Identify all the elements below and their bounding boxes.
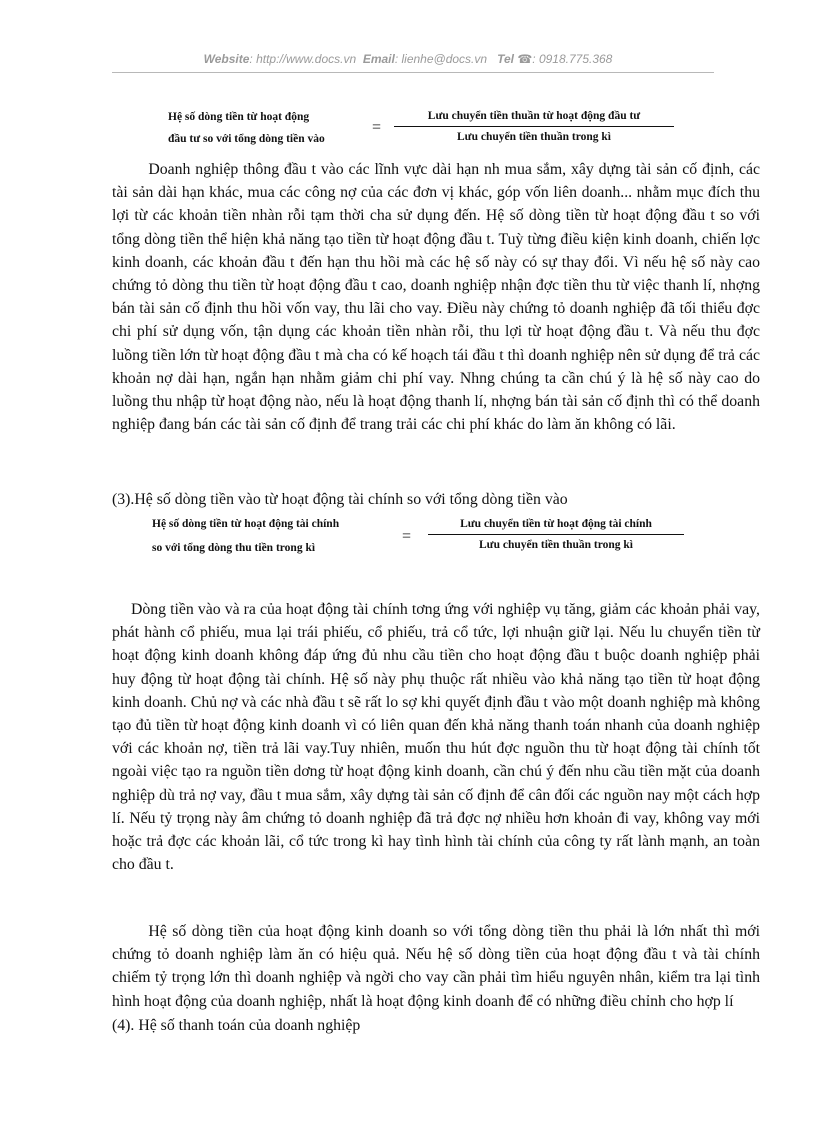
heading-section-4: (4). Hệ số thanh toán của doanh nghiệp: [112, 1017, 361, 1034]
website-label: Website: [203, 52, 250, 66]
paragraph-conclusion: Hệ số dòng tiền của hoạt động kinh doanh so với tổng dòng tiền thu phải là lớn nhất thì mới chứng tỏ doanh nghiệp làm ăn có hiệu quả. Nếu hệ số dòng tiền của hoạt động đầu t và tài chính chiếm tỷ trọng lớn thì doanh nghiệp và ngời cho vay cần phải tìm hiểu nguyên nhân, kiểm tra lại tình hình hoạt động của doanh nghiệp, nhất là hoạt động kinh doanh để có những điều chỉnh cho hợp lí: [112, 923, 760, 1010]
formula1-numerator: Lưu chuyển tiền thuần từ hoạt động đầu tư: [394, 110, 674, 127]
formula1-equals: =: [372, 119, 382, 136]
formula2-equals: =: [402, 528, 412, 545]
heading-section-3: (3).Hệ số dòng tiền vào từ hoạt động tài chính so với tổng dòng tiền vào: [112, 491, 568, 508]
formula1-lhs: [168, 106, 325, 150]
formula2-numerator: Lưu chuyển tiền từ hoạt động tài chính: [428, 518, 684, 535]
tel-label: Tel: [497, 52, 514, 66]
formula-financing-cashflow: [152, 512, 712, 562]
tel-value: ☎: 0918.775.368: [517, 52, 613, 66]
formula2-fraction: [428, 518, 684, 551]
formula1-denominator: Lưu chuyển tiền thuần trong kì: [457, 131, 611, 143]
formula2-lhs: [152, 512, 339, 560]
email-label: Email: [362, 52, 395, 66]
formula1-lhs-line2: đầu tư so với tổng dòng tiền vào: [168, 133, 325, 145]
paragraph-investing: Doanh nghiệp thông đầu t vào các lĩnh vực dài hạn nh mua sắm, xây dựng tài sản cố định, các tài sản dài hạn khác, mua các công nợ của các đơn vị khác, góp vốn liên doanh... nhằm mục đích thu lợi từ các khoản tiền nhàn rỗi tạm thời cha sử dụng đến. Hệ số dòng tiền từ hoạt động đầu t so với tổng dòng tiền thể hiện khả năng tạo tiền từ hoạt động đầu t. Tuỳ từng điều kiện kinh doanh, chiến lợc kinh doanh, các khoản đầu t đến hạn thu hồi mà các hệ số này có sự thay đổi. Vì nếu hệ số này cao chứng tỏ dòng thu tiền từ hoạt động đầu t cao, doanh nghiệp nhận đợc tiền thu từ việc thanh lí, nhợng bán tài sản cố định thu hồi vốn vay, thu lãi cho vay. Điều này chứng tỏ doanh nghiệp đã tối thiểu đợc chi phí sử dụng vốn, tận dụng các khoản tiền nhàn rỗi, thu lợi từ hoạt động đầu t. Và nếu thu đợc luồng tiền lớn từ hoạt động đầu t mà cha có kế hoạch tái đầu t thì doanh nghiệp nên sử dụng để trả các khoản nợ dài hạn, ngắn hạn nhằm giảm chi phí vay. Nhng chúng ta cần chú ý là hệ số này cao do luồng thu nhập từ hoạt động nào, nếu là hoạt động thanh lí, nhợng bán tài sản cố định thì có thể doanh nghiệp đang bán các tài sản cố định để trang trải các chi phí khác do làm ăn không có lãi.: [112, 161, 760, 434]
formula2-lhs-line1: Hệ số dòng tiền từ hoạt động tài chính: [152, 518, 340, 530]
website-url[interactable]: : http://www.docs.vn: [249, 52, 357, 66]
email-value[interactable]: : lienhe@docs.vn: [394, 52, 488, 66]
formula1-fraction: [394, 110, 674, 143]
header-divider: [112, 72, 714, 73]
formula1-lhs-line1: Hệ số dòng tiền từ hoạt động: [168, 111, 310, 123]
formula2-lhs-line2: so với tổng dòng thu tiền trong kì: [152, 542, 316, 554]
page-header: [0, 52, 816, 66]
formula2-denominator: Lưu chuyển tiền thuần trong kì: [479, 539, 633, 551]
paragraph-financing: Dòng tiền vào và ra của hoạt động tài chính tơng ứng với nghiệp vụ tăng, giảm các khoản phải vay, phát hành cổ phiếu, mua lại trái phiếu, cổ phiếu, trả cổ tức, lợi nhuận giữ lại. Nếu lu chuyển tiền từ hoạt động kinh doanh không đáp ứng đủ nhu cầu tiền cho hoạt động đầu t buộc doanh nghiệp phải huy động từ hoạt động tài chính. Hệ số này phụ thuộc rất nhiều vào khả năng tạo tiền từ hoạt động kinh doanh. Chủ nợ và các nhà đầu t sẽ rất lo sợ khi quyết định đầu t vào một doanh nghiệp mà không tạo đủ tiền từ hoạt động kinh doanh vì có liên quan đến khả năng thanh toán nhanh của doanh nghiệp với các khoản nợ, tiền trả lãi vay.Tuy nhiên, muốn thu hút đợc nguồn thu từ hoạt động tài chính tốt ngoài việc tạo ra nguồn tiền dơng từ hoạt động kinh doanh, cần chú ý đến nhu cầu tiền mặt của doanh nghiệp dù trả nợ vay, đầu t mua sắm, xây dựng tài sản cố định để cân đối các nguồn nay một cách hợp lí. Nếu tỷ trọng này âm chứng tỏ doanh nghiệp đã trả đợc nợ nhiều hơn khoản đi vay, không vay mới hoặc trả đợc các khoản lãi, cổ tức trong kì hay tình hình tài chính của công ty rất lành mạnh, an toàn cho đầu t.: [112, 601, 760, 874]
formula-investing-cashflow: [168, 106, 728, 156]
